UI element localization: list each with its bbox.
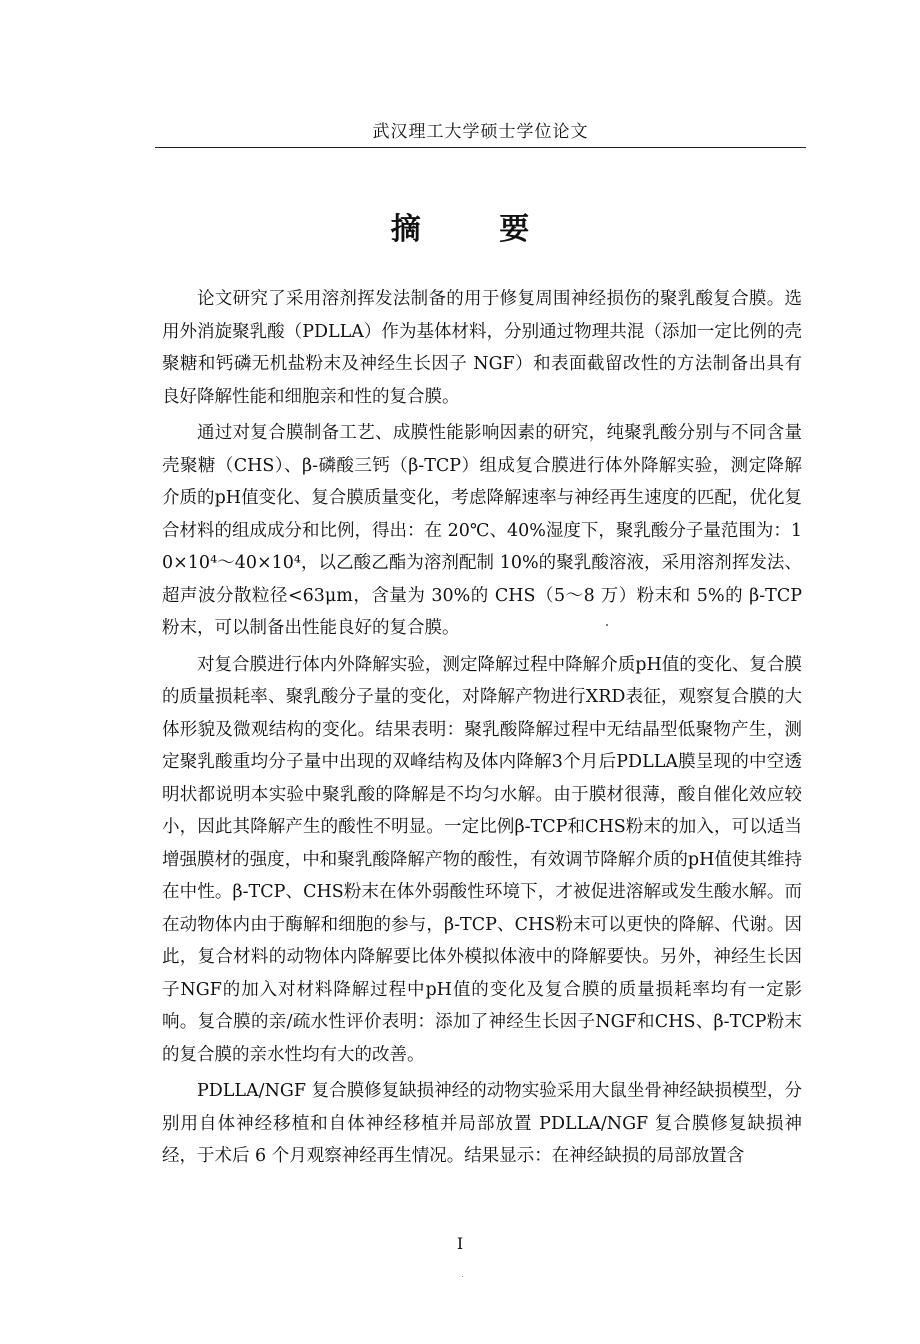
abstract-title: 摘 要 [390,212,564,247]
abstract-paragraph-1: 论文研究了采用溶剂挥发法制备的用于修复周围神经损伤的聚乳酸复合膜。选用外消旋聚乳酸（PDLLA）作为基体材料，分别通过物理共混（添加一定比例的壳聚糖和钙磷无机盐粉末及神经生长因子 NGF）和表面截留改性的方法制备出具有良好降解性能和细胞亲和性的复合膜。 [162,289,802,407]
abstract-body [162,283,802,1177]
abstract-paragraph-3: 对复合膜进行体内外降解实验，测定降解过程中降解介质pH值的变化、复合膜的质量损耗率、聚乳酸分子量的变化，对降解产物进行XRD表征，观察复合膜的大体形貌及微观结构的变化。结果表明：聚乳酸降解过程中无结晶型低聚物产生，测定聚乳酸重均分子量中出现的双峰结构及体内降解3个月后PDLLA膜呈现的中空透明状都说明本实验中聚乳酸的降解是不均匀水解。由于膜材很薄，酸自催化效应较小，因此其降解产生的酸性不明显。一定比例β-TCP和CHS粉末的加入，可以适当增强膜材的强度，中和聚乳酸降解产物的酸性，有效调节降解介质的pH值使其维持在中性。β-TCP、CHS粉末在体外弱酸性环境下，才被促进溶解或发生酸水解。而在动物体内由于酶解和细胞的参与，β-TCP、CHS粉末可以更快的降解、代谢。因此，复合材料的动物体内降解要比体外模拟体液中的降解要快。另外，神经生长因子NGF的加入对材料降解过程中pH值的变化及复合膜的质量损耗率均有一定影响。复合膜的亲/疏水性评价表明：添加了神经生长因子NGF和CHS、β-TCP粉末的复合膜的亲水性均有大的改善。 [162,654,802,1065]
header-rule [155,147,806,148]
scan-speck [462,1276,463,1277]
abstract-paragraph-4: PDLLA/NGF 复合膜修复缺损神经的动物实验采用大鼠坐骨神经缺损模型，分别用自体神经移植和自体神经移植并局部放置 PDLLA/NGF 复合膜修复缺损神经，于术后 6 个月观察神经再生情况。结果显示：在神经缺损的局部放置含 [162,1081,802,1166]
running-header: 武汉理工大学硕士学位论文 [372,122,589,142]
page-number: I [456,1234,464,1253]
abstract-paragraph-2: 通过对复合膜制备工艺、成膜性能影响因素的研究，纯聚乳酸分别与不同含量壳聚糖（CHS）、β-磷酸三钙（β-TCP）组成复合膜进行体外降解实验，测定降解介质的pH值变化、复合膜质量变化，考虑降解速率与神经再生速度的匹配，优化复合材料的组成成分和比例，得出：在 20℃、40%湿度下，聚乳酸分子量范围为：10×10⁴～40×10⁴，以乙酸乙酯为溶剂配制 10%的聚乳酸溶液，采用溶剂挥发法、超声波分散粒径<63μm，含量为 30%的 CHS（5～8 万）粉末和 5%的 β-TCP 粉末，可以制备出性能良好的复合膜。 [162,423,802,638]
scan-speck [606,624,608,626]
